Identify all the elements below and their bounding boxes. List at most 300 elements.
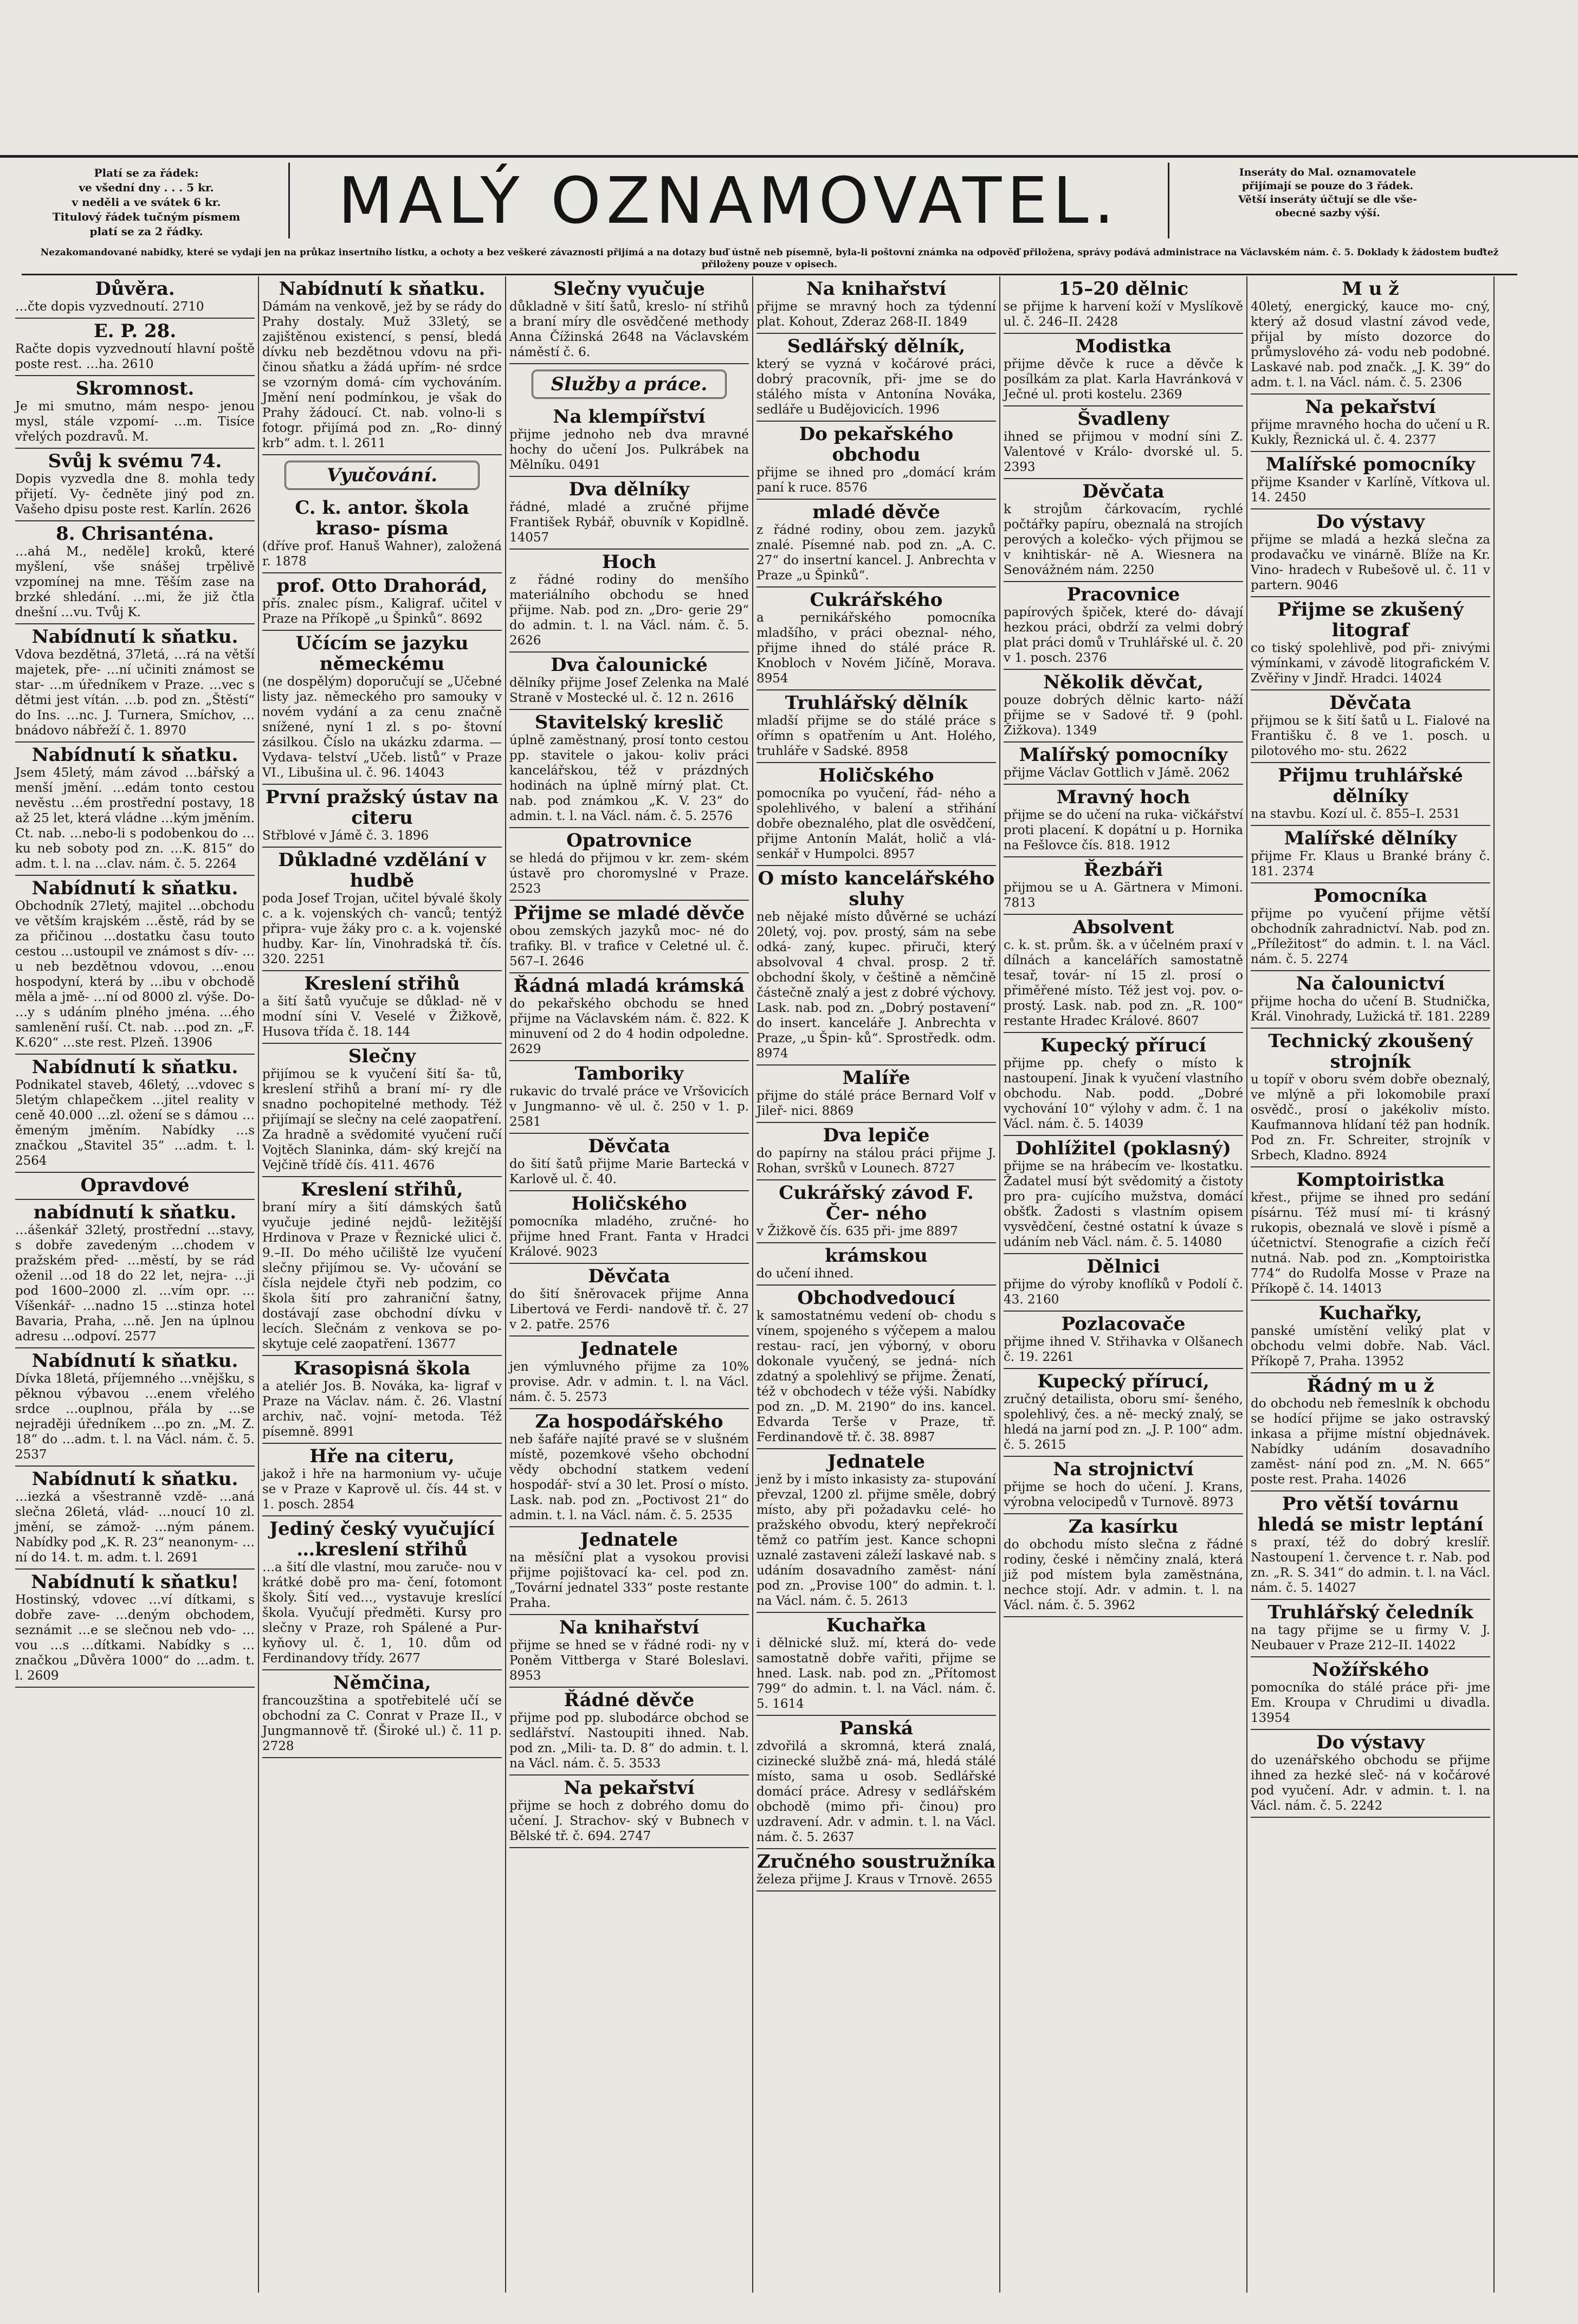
ad-body: přijme jednoho neb dva mravné hochy do učení Jos. Pulkrábek na Mělníku. 0491	[509, 428, 749, 472]
ad-title: Kupecký přírucí	[1040, 1035, 1206, 1056]
classified-ad	[509, 1409, 749, 1527]
ad-column	[259, 276, 506, 2293]
ad-title: Kuchařka	[826, 1615, 927, 1636]
ad-body: Jsem 45letý, mám závod …bářský a menší jmění. …edám tonto cestou nevěstu …ém prostřední postavy, 18 až 25 let, která vládne …kým jměním. Ct. nab. …nebo-li s podobenkou do …ku neb soboty pod zn. …K. 815“ do adm. t. l. na …clav. nám. č. 5. 2264	[15, 766, 255, 871]
rule-line: Větší inseráty účtují se dle vše-	[1238, 193, 1417, 205]
ad-body: přijme do stálé práce Bernard Volf v Jileř- nici. 8869	[756, 1089, 996, 1118]
classified-ad	[756, 866, 996, 1066]
ad-title: Stavitelský kreslič	[534, 712, 724, 733]
ad-body: úplně zaměstnaný, prosí tonto cestou pp. stavitele o jakou- koliv práci kancelářskou, též v prázdných hodinách na úplně mírný plat. Ct. nab. pod známkou „K. V. 23“ do admin. t. l. na Václ. nám. č. 5. 2576	[509, 733, 749, 823]
ad-body: z řádné rodiny, obou zem. jazyků znalé. Písemné nab. pod zn. „A. C. 27“ do insertní kancel. J. Anbrechta v Praze „u Špinků“.	[756, 523, 996, 583]
ad-title: Cukrářský závod F. Čer- ného	[779, 1182, 974, 1224]
ad-body: přijme Václav Gottlich v Jámě. 2062	[1004, 766, 1230, 780]
ad-title: Slečny	[348, 1045, 416, 1067]
notice-line: Nezakomandované nabídky, které se vydají jen na průkaz insertního lístku, a ochoty a bez veškeré závaznosti přijímá a na dotazy buď ústně neb písemně, byla-li poštovní známka na odpověď přiložena, správy podává administrace na Václavském nám. č. 5. Doklady k žádostem buďtež přiloženy pouze v opisech.	[22, 247, 1517, 275]
ad-title: Přijme se mladé děvče	[513, 902, 745, 924]
classified-ad	[1004, 857, 1243, 915]
classified-ad	[756, 1716, 996, 1849]
classified-ad	[1004, 1312, 1243, 1369]
classified-ad	[756, 1066, 996, 1123]
ad-title: Na strojnictví	[1053, 1458, 1194, 1480]
ad-body: Střblové v Jámě č. 3. 1896	[262, 829, 429, 843]
ad-title: Jednatele	[580, 1529, 678, 1551]
top-rule	[0, 155, 1578, 158]
classified-ad	[15, 1055, 255, 1173]
ad-title: Děvčata	[588, 1135, 670, 1157]
classified-ad	[756, 1180, 996, 1243]
classified-ad	[509, 710, 749, 828]
ad-body: přijme Fr. Klaus u Branké brány č. 181. 2374	[1251, 849, 1490, 879]
ad-body: poda Josef Trojan, učitel bývalé školy c. a k. vojenských ch- vanců; tentýž připra- vuje žáky pro c. a k. vojenské hudby. Kar- lín, Vinohradská tř. čís. 320. 2251	[262, 892, 502, 966]
ad-body: řádné, mladé a zručné přijme František Rybář, obuvník v Kopidlně. 14057	[509, 500, 749, 545]
classified-ad	[1251, 763, 1490, 826]
ad-column	[12, 276, 259, 2293]
ad-title: Slečny vyučuje	[553, 278, 705, 300]
classified-ad	[15, 521, 255, 624]
ad-title: Děvčata	[1329, 692, 1412, 714]
classified-ad	[15, 319, 255, 376]
classified-ad	[1251, 1301, 1490, 1373]
ad-body: panské umístění veliký plat v obchodu velmi dobře. Nab. Václ. Příkopě 7, Praha. 13952	[1251, 1324, 1490, 1368]
classified-ad	[15, 276, 255, 319]
ad-body: přijme po vyučení přijme větší obchodník zahradnictví. Nab. pod zn. „Příležitost“ do admin. t. l. na Václ. nám. č. 5. 2274	[1251, 907, 1490, 966]
ad-body: Vdova bezdětná, 37letá, …rá na větší majetek, pře- …ní učiniti známost se star- …m úředníkem v Praze. …vec s dětmi jest vítán. …b. pod zn. „Štěstí“ do Ins. …nc. J. Turnera, Smíchov, …bnádovo nábřeží č. 1. 8970	[15, 648, 255, 738]
classified-ad	[1004, 1369, 1243, 1457]
masthead	[11, 163, 1571, 244]
price-box	[11, 166, 282, 238]
insertion-rules-box	[1181, 166, 1474, 234]
classified-ad	[509, 1134, 749, 1191]
classified-ad	[509, 477, 749, 550]
classified-ad	[262, 495, 502, 573]
ad-body: jakož i hře na harmonium vy- učuje se v Praze v Kaprově ul. čís. 44 st. v 1. posch. 2854	[262, 1467, 502, 1512]
ad-body: přijme se do učení na ruka- vičkářství proti placení. K dopátní u p. Hornika na Fešlovce čís. 818. 1912	[1004, 808, 1243, 853]
ad-body: Je mi smutno, mám nespo- jenou mysl, stále vzpomí- …m. Tisíce vřelých pozdravů. M.	[15, 399, 255, 444]
ad-title: Nožířského	[1312, 1659, 1429, 1681]
ad-title: Děvčata	[588, 1266, 670, 1287]
ad-title: Pracovnice	[1066, 584, 1180, 605]
classified-ad	[756, 334, 996, 422]
ad-title: Na pekařství	[1305, 396, 1436, 418]
classified-ad	[15, 1467, 255, 1570]
classified-ad	[15, 1200, 255, 1348]
classified-ad	[262, 276, 502, 455]
ad-title: Mravný hoch	[1056, 786, 1191, 808]
ad-body: pomocníka po vyučení, řád- ného a spolehlivého, v balení a střihání dobře obeznalého, plat dle osvědčení, přijme Antonín Malát, holič a vlá- senkář v Humpolci. 8957	[756, 786, 996, 861]
ad-body: se hledá do přijmou v kr. zem- ském ústavě pro choromyslné v Praze. 2523	[509, 851, 749, 896]
ad-title: mladé děvče	[812, 501, 940, 523]
ad-body: přijme pod pp. slubodárce obchod se sedlářství. Nastoupiti ihned. Nab. pod zn. „Mili- ta. D. 8“ do admin. t. l. na Václ. nám. č. 5. 3533	[509, 1711, 749, 1771]
classified-ad	[1004, 406, 1243, 479]
ad-body: důkladně v šití šatů, kreslo- ní střihů a braní míry dle osvědčené methody Anna Čížinská 2648 na Václavském náměstí č. 6.	[509, 300, 749, 359]
ad-title: Komptoiristka	[1296, 1169, 1445, 1191]
classified-ad	[1251, 452, 1490, 509]
ad-body: do učení ihned.	[756, 1267, 854, 1281]
ad-title: Svůj k svému 74.	[48, 450, 222, 472]
classified-ad	[1004, 785, 1243, 857]
ad-body: mladší přijme se do stálé práce s ořímn s opatřením u Ant. Holého, truhláře v Sadské. 8958	[756, 714, 996, 758]
ad-title: První pražský ústav na citeru	[266, 786, 499, 829]
ad-body: Dopis vyzvedla dne 8. mohla tedy přijetí. Vy- čedněte jiný pod zn. Vašeho dpisu poste rest. Karlín. 2626	[15, 472, 255, 517]
ad-title: Za kasírku	[1068, 1516, 1179, 1538]
price-line: platí se za 2 řádky.	[89, 225, 203, 238]
ad-title: prof. Otto Drahorád,	[276, 575, 488, 597]
classified-ad	[262, 971, 502, 1044]
ad-title: Nabídnutí k sňatku.	[31, 1056, 238, 1078]
classified-ad	[509, 404, 749, 477]
classified-ad	[756, 690, 996, 763]
ad-title: Děvčata	[1082, 481, 1165, 502]
ad-title: 15–20 dělnic	[1058, 278, 1189, 300]
ad-body: pomocníka do stálé práce při- jme Em. Kroupa v Chrudimi u divadla. 13954	[1251, 1681, 1490, 1725]
ad-columns	[12, 276, 1497, 2293]
ad-title: Řádná mladá krámská	[513, 975, 745, 997]
ad-body: papírových špiček, které do- dávají hezkou práci, obdrží za velmi dobrý plat práci domů v Truhlářské ul. č. 20 v 1. posch. 2376	[1004, 605, 1243, 665]
ad-body: 40letý, energický, kauce mo- cný, který až dosud vlastní závod vede, přijal by místo dozorce do průmyslového zá- vodu neb podobné. Laskavé nab. pod značk. „J. K. 39“ do adm. t. l. na Václ. nám. č. 5. 2306	[1251, 300, 1490, 390]
classified-ad	[1004, 915, 1243, 1033]
ad-body: …a šití dle vlastní, mou zaruče- nou v krátké době pro ma- čení, fotomont školy. Šití ved…, vystavuje kreslící škola. Vyučují předměti. Kursy pro slečny v Praze, roh Spálené a Pur- kyňovy ul. č. 1, 10. dům od Ferdinandovy třídy. 2677	[262, 1560, 502, 1665]
classified-ad	[1251, 1600, 1490, 1657]
classified-ad	[1251, 395, 1490, 452]
ad-title: Švadleny	[1077, 408, 1169, 430]
ad-body: do uzenářského obchodu se přijme ihned za hezké sleč- ná v kočárové pod vyučení. Adr. v admin. t. l. na Václ. nám. č. 5. 2242	[1251, 1753, 1490, 1813]
classified-ad	[509, 973, 749, 1061]
classified-ad	[262, 631, 502, 785]
ad-body: c. k. st. prům. šk. a v účelném praxí v dílnách a kancelářích samostatně tesař, továr- ní 15 zl. prosí o přiměřené místo. Též jest voj. pov. o- prostý. Lask. nab. pod zn. „R. 100“ restante Hradec Králové. 8607	[1004, 938, 1243, 1028]
ad-title: Kreslení střihů	[304, 973, 460, 995]
classified-ad	[509, 653, 749, 710]
ad-body: Obchodník 27letý, majitel …obchodu ve větším krajském …ěstě, rád by se za přičinou …dostatku času touto cestou …ustoupil ve známost s dív- …u neb bezdětnou vdovou, …enou hospodyní, která by …ibu v obchodě měla a jmě- …ní od 8000 zl. výše. Do- …y s udáním plného jména. …ého samlenění ruší. Ct. nab. …pod zn. „F. K.620“ …ste rest. Plzeň. 13906	[15, 899, 255, 1050]
ad-title: Malířské pomocníky	[1265, 454, 1476, 475]
classified-ad	[262, 848, 502, 971]
ad-title: Dohlížitel (poklasný)	[1016, 1138, 1231, 1159]
ad-title: Malířský pomocníky	[1019, 744, 1228, 766]
classified-ad	[756, 1849, 996, 1892]
classified-ad	[509, 276, 749, 364]
ad-title: Tamboriky	[574, 1063, 684, 1084]
section-heading: Služby a práce.	[532, 370, 727, 399]
ad-title: Na čalounictví	[1296, 973, 1445, 995]
title-box	[288, 163, 1169, 238]
price-line: v neděli a ve svátek 6 kr.	[72, 196, 221, 209]
classified-ad	[1251, 276, 1490, 395]
ad-body: francouzština a spotřebitelé učí se obchodní za C. Conrat v Praze II., v Jungmannově tř. (Široké ul.) č. 11 p. 2728	[262, 1694, 502, 1753]
ad-title: Dělnici	[1087, 1256, 1160, 1277]
ad-column	[1000, 276, 1247, 2293]
ad-body: který se vyzná v kočárové práci, dobrý pracovník, při- jme se do stálého místa v Antonína Nováka, sedláře u Budějovicích. 1996	[756, 357, 996, 417]
ad-body: z řádné rodiny do menšího materiálního obchodu se hned přijme. Nab. pod zn. „Dro- gerie 29“ do admin. t. l. na Václ. nám. č. 5. 2626	[509, 573, 749, 648]
ad-title: Hoch	[602, 551, 657, 573]
ad-body: do obchodu neb řemeslník k obchodu se hodící přijme se jako ostravský inkasa a přijme místní objednávek. Nabídky udáním dosavadního zaměst- nání pod zn. „M. N. 665“ poste rest. Praha. 14026	[1251, 1397, 1490, 1487]
ad-title: Opatrovnice	[566, 830, 692, 851]
ad-title: M u ž	[1342, 278, 1399, 300]
ad-body: zdvořilá a skromná, která znalá, cizinecké službě zná- má, hledá stálé místo, sama u osob. Sedlářské domácí práce. Adresy v sedlářském obchodě (mimo při- činou) pro uzdravení. Adr. v admin. t. l. na Václ. nám. č. 5. 2637	[756, 1739, 996, 1844]
ad-body: přijme děvče k ruce a děvče k posílkám za plat. Karla Havránková v Ječné ul. proti kostelu. 2369	[1004, 357, 1243, 402]
ad-title: Opravdové	[80, 1174, 190, 1196]
classified-ad	[509, 828, 749, 901]
ad-title: Řádné děvče	[564, 1689, 695, 1711]
ad-title: C. k. antor. škola kraso- písma	[295, 497, 469, 539]
classified-ad	[1251, 1167, 1490, 1301]
ad-body: křest., přijme se ihned pro sedání písárnu. Též musí mí- ti krásný rukopis, obeznalá ve slově i písmě a účetnictví. Stenografie a cizích řečí nutná. Nab. pod zn. „Komptoiristka 774“ do Rudolfa Mosse v Praze na Příkopě č. 14. 14013	[1251, 1191, 1490, 1296]
ad-body: na stavbu. Kozí ul. č. 855–I. 2531	[1251, 807, 1460, 821]
ad-title: Pomocníka	[1314, 885, 1427, 907]
classified-ad	[262, 1444, 502, 1516]
classified-ad	[756, 588, 996, 690]
ad-title: Nabídnutí k sňatku.	[31, 744, 238, 766]
ad-title: Pozlacovače	[1061, 1313, 1186, 1335]
ad-body: na tagy přijme se u firmy V. J. Neubauer v Praze 212–II. 14022	[1251, 1623, 1490, 1652]
ad-title: Nabídnutí k sňatku!	[31, 1571, 239, 1593]
ad-body: přijme se na hrábecím ve- lkostatku. Žadatel musí být svědomitý a čistoty pro pra- cujícího mužstva, domácí obšťk. Žadosti s vlastním opisem vysvědčení, čestné ostatní k úvaze s udáním neb Václ. nám. č. 5. 14080	[1004, 1159, 1243, 1249]
ad-body: pomocníka mladého, zručné- ho přijme hned Frant. Fanta v Hradci Králové. 9023	[509, 1215, 749, 1259]
ad-title: Na pekařství	[564, 1777, 695, 1799]
ad-title: Malíře	[842, 1067, 910, 1089]
classified-ad	[15, 624, 255, 743]
ad-title: E. P. 28.	[93, 320, 177, 342]
classified-ad	[756, 500, 996, 588]
ad-title: Jednatele	[827, 1451, 926, 1473]
ad-title: Malířské dělníky	[1284, 828, 1457, 849]
classified-ad	[1004, 479, 1243, 582]
classified-ad	[756, 276, 996, 334]
ad-body: přijme se hoch z dobrého domu do učení. J. Strachov- ský v Bubnech v Bělské tř. č. 694. 2747	[509, 1799, 749, 1843]
classified-ad	[1004, 1457, 1243, 1514]
ad-title: Technický zkoušený strojník	[1268, 1030, 1473, 1073]
ad-body: …iezká a všestranně vzdě- …aná slečna 26letá, vlád- …noucí 10 zl. jmění, se zámož- …ným pánem. Nabídky pod „K. R. 23“ neanonym- …ní do 14. t. m. adm. t. l. 2691	[15, 1490, 255, 1565]
ad-title: Nabídnutí k sňatku.	[31, 626, 238, 648]
classified-ad	[509, 1527, 749, 1615]
classified-ad	[509, 1776, 749, 1848]
ad-body: (dříve prof. Hanuš Wahner), založená r. 1878	[262, 539, 502, 569]
ad-body: a šití šatů vyučuje se důklad- ně v modní síni V. Veselé v Žižkově, Husova třída č. 18. 144	[262, 995, 502, 1039]
classified-ad	[1004, 670, 1243, 743]
ad-title: Nabídnutí k sňatku.	[279, 278, 486, 300]
ad-title: Řezbáři	[1084, 859, 1163, 881]
ad-title: Na knihařství	[559, 1617, 700, 1638]
classified-ad	[15, 876, 255, 1055]
ad-title: Dva dělníky	[568, 479, 690, 500]
ad-title: Za hospodářského	[535, 1411, 723, 1432]
ad-column	[753, 276, 1000, 2293]
ad-title: Truhlářský dělník	[785, 692, 968, 714]
classified-ad	[1251, 1657, 1490, 1730]
ad-title: 8. Chrisanténa.	[56, 523, 214, 545]
classified-ad	[262, 1044, 502, 1177]
ad-body: přijme se hned se v řádné rodi- ny v Poněm Vittberga v Staré Boleslavi. 8953	[509, 1638, 749, 1683]
price-line: ve všední dny . . . 5 kr.	[79, 181, 214, 194]
classified-ad	[1004, 276, 1243, 334]
classified-ad	[1004, 1136, 1243, 1254]
ad-body: železa přijme J. Kraus v Trnově. 2655	[756, 1873, 993, 1887]
ad-title: Učícím se jazyku německému	[295, 632, 469, 675]
ad-body: přijme se hoch do učení. J. Krans, výrobna velocipedů v Turnově. 8973	[1004, 1480, 1243, 1509]
ad-title: Na knihařství	[806, 278, 947, 300]
classified-ad	[509, 550, 749, 653]
classified-ad	[262, 1356, 502, 1444]
ad-body: a pernikářského pomocníka mladšího, v práci obeznal- ného, přijme ihned do stálé práce R. Knobloch v Novém Jičíně, Morava. 8954	[756, 611, 996, 686]
classified-ad	[262, 785, 502, 848]
classified-ad	[1004, 582, 1243, 670]
section-heading: Vyučování.	[284, 461, 480, 490]
classified-ad	[756, 763, 996, 866]
ad-body: …čte dopis vyzvednoutí. 2710	[15, 300, 204, 314]
ad-body: jenž by i místo inkasisty za- stupování převzal, 1200 zl. přijme směle, dobrý místo, aby při požadavku celé- ho pražského obvodu, který nepřekročí těmž co patřím jest. Kance schopni uznalé zastaveni záleží laskavé nab. s udáním dosavadního zaměst- nání pod zn. „Provise 100“ do admin. t. l. na Václ. nám. č. 5. 2613	[756, 1473, 996, 1608]
classified-ad	[262, 1177, 502, 1356]
classified-ad	[509, 1615, 749, 1688]
ad-body: dělníky přijme Josef Zelenka na Malé Straně v Mostecké ul. č. 12 n. 2616	[509, 676, 749, 705]
classified-ad	[1251, 1029, 1490, 1167]
ad-body: neb nějaké místo důvěrné se uchází 20letý, voj. pov. prostý, sám na sebe odká- zaný, kupec. přiruči, který absolvoval 4 chval. prosp. 2 tř. obchodní školy, v češtině a němčině částečně znalý a jest z dobré výchovy. Lask. nab. pod zn. „Dobrý postavení“ do insert. kanceláře J. Anbrechta v Praze, „u Špin- ků“. Sprostředk. odm. 8974	[756, 910, 996, 1061]
ad-title: Holičského	[571, 1193, 687, 1215]
classified-ad	[509, 1061, 749, 1134]
ad-title: Pro větší továrnu hledá se mistr leptání	[1257, 1493, 1484, 1535]
ad-title: Na klempířství	[553, 406, 706, 428]
ad-body: přijme hocha do učení B. Studnička, Král. Vinohrady, Lužická tř. 181. 2289	[1251, 995, 1490, 1024]
classified-ad	[1251, 1373, 1490, 1492]
classified-ad	[1251, 1730, 1490, 1818]
ad-body: přijme ihned V. Střihavka v Olšanech č. 19. 2261	[1004, 1335, 1243, 1364]
ad-title: Řádný m u ž	[1307, 1375, 1434, 1397]
ad-body: přijme pp. chefy o místo k nastoupení. Jinak k vyučení vlastního obchodu. Nab. podd. „Dobré vychování 10“ výlohy v adm. č. 1 na Václ. nám. č. 5. 14039	[1004, 1056, 1243, 1131]
classified-ad	[509, 1191, 749, 1264]
ad-title: Modistka	[1075, 335, 1172, 357]
classified-ad	[1251, 826, 1490, 883]
classified-ad	[756, 1613, 996, 1716]
ad-title: Krasopisná škola	[293, 1358, 471, 1379]
classified-ad	[15, 1348, 255, 1467]
ad-body: Hostinský, vdovec …ví dítkami, s dobře zave- …deným obchodem, seznámit …e se slečnou neb vdo- …vou …s …dítkami. Nabídky s …značkou „Důvěra 1000“ do …adm. t. l. 2609	[15, 1593, 255, 1683]
ad-title: Do pekařského obchodu	[799, 423, 954, 466]
ad-title: Přijme se zkušený litograf	[1277, 599, 1464, 641]
ad-title: Obchodvedoucí	[797, 1287, 955, 1309]
ad-body: se přijme k harvení koží v Myslíkově ul. č. 246–II. 2428	[1004, 300, 1243, 329]
ad-column	[1247, 276, 1495, 2293]
ad-body: co tiský spolehlivě, pod při- znivými výmínkami, v závodě litografickém V. Zvěřiny v Jindř. Hradci. 14024	[1251, 641, 1490, 686]
ad-title: Jednatele	[580, 1338, 678, 1360]
ad-title: krámskou	[825, 1245, 928, 1267]
page-title: MALÝ OZNAMOVATEL.	[338, 163, 1120, 238]
classified-ad	[756, 1286, 996, 1449]
ad-title: Němčina,	[333, 1672, 431, 1694]
ad-title: nabídnutí k sňatku.	[33, 1202, 237, 1223]
ad-body: zručný detailista, oboru smí- šeného, spolehlivý, čes. a ně- mecký znalý, se hledá na jarní pod zn. „J. P. 100“ adm. č. 5. 2615	[1004, 1392, 1243, 1452]
ad-title: Nabídnutí k sňatku.	[31, 1468, 238, 1490]
classified-ad	[15, 376, 255, 449]
ad-title: Důvěra.	[95, 278, 175, 300]
ad-title: Nabídnutí k sňatku.	[31, 877, 238, 899]
ad-title: Kuchařky,	[1318, 1302, 1422, 1324]
ad-title: Několik děvčat,	[1043, 672, 1204, 693]
ad-body: (ne dospělým) doporučují se „Učebné listy jaz. německého pro samouky v novém vydání a za cenu značně snížené, nyní 1 zl. s po- štovní zásilkou. Číslo na ukázku zdarma. — Vydava- telství „Učeb. listů“ v Praze VI., Libušina ul. č. 96. 14043	[262, 675, 502, 780]
ad-title: Holičského	[818, 765, 934, 786]
ad-body: braní míry a šití dámských šatů vyučuje jediné nejdů- ležitější Hrdinova v Praze v Řeznické ulici č. 9.–II. Do mého učiliště lze vyučení slečny přijímou se. Vy- učování se čísla nejdele čtyři neb podzim, co škola šití pro zahraniční šatny, dostávají zase obchodní dívku v lecích. Slečnám z venkova se po- skytuje celé zaopatření. 13677	[262, 1200, 502, 1351]
ad-title: Absolvent	[1072, 916, 1174, 938]
classified-ad	[756, 1449, 996, 1613]
ad-title: Důkladné vzdělání v hudbě	[278, 849, 486, 892]
ad-body: přijme do výroby knoflíků v Podolí č. 43. 2160	[1004, 1277, 1243, 1307]
classified-ad	[756, 1243, 996, 1286]
ad-body: u topíř v oboru svém dobře obeznalý, ve mlýně a při lokomobile praxí osvědč., prosí o jakékoliv místo. Kaufmannova hlídaní též pan hodník. Pod zn. Fr. Schreiter, strojník v Srbech, Kladno. 8924	[1251, 1073, 1490, 1163]
ad-title: Do výstavy	[1316, 511, 1425, 533]
ad-title: Přijmu truhlářské dělníky	[1278, 765, 1463, 807]
classified-ad	[509, 901, 749, 973]
ad-body: Račte dopis vyzvednoutí hlavní poště poste rest. …ha. 2610	[15, 342, 255, 371]
ad-body: Podnikatel staveb, 46letý, …vdovec s 5letým chlapečkem …jitel reality v ceně 40.000 …zl. ožení se s dámou …ěmeným jměním. Nabídky …s značkou „Stavitel 35“ …adm. t. l. 2564	[15, 1078, 255, 1168]
classified-ad	[1004, 1033, 1243, 1136]
ad-body: přijme mravného hocha do učení u R. Kukly, Řeznická ul. č. 4. 2377	[1251, 418, 1490, 447]
ad-body: neb šafáře najíté pravé se v slušném místě, pozemkové všeho obchodní vědy obchodní statkem vedení hospodář- ství a 30 let. Prosí o místo. Lask. nab. pod zn. „Poctivost 21“ do admin. t. l. na Václ. nám. č. 5. 2535	[509, 1432, 749, 1522]
ad-body: …ášenkář 32letý, prostřední …stavy, s dobře zavedeným …chodem v pražském před- …městí, by se rád oženil …od 18 do 22 let, nejra- …ji pod 1600–2000 zl. …vím opr. …Víšenkář- …nadno 15 …stinza hotel Bavaria, Praha, …ně. Jen na úplnou adresu …odpoví. 2577	[15, 1223, 255, 1344]
price-line: Platí se za řádek:	[94, 166, 199, 179]
ad-title: Sedlářský dělník,	[787, 335, 966, 357]
classified-ad	[1251, 883, 1490, 971]
ad-body: rukavic do trvalé práce ve Vršovicích v Jungmanno- vě ul. č. 250 v 1. p. 2581	[509, 1084, 749, 1129]
classified-ad	[509, 1688, 749, 1776]
ad-body: obou zemských jazyků moc- né do trafiky. Bl. v trafice v Celetné ul. č. 567–I. 2646	[509, 924, 749, 969]
ad-body: přís. znalec písm., Kaligraf. učitel v Praze na Příkopě „u Špinků“. 8692	[262, 597, 502, 626]
classified-ad	[1251, 690, 1490, 763]
ad-body: přijímou se k vyučení šití ša- tů, kreslení střihů a braní mí- ry dle snadno pochopitelné methody. Též přijímají se slečny na celé zaopatření. Za hradně a svědomité vyučení ručí Vojtěch Slaninka, dám- ský krejčí na Vejčině třídě čís. 411. 4676	[262, 1067, 502, 1172]
ad-body: s praxí, též do dobrý kreslíř. Nastoupení 1. července t. r. Nab. pod zn. „R. S. 341“ do admin. t. l. na Václ. nám. č. 5. 14027	[1251, 1535, 1490, 1595]
ad-title: Truhlářský čeledník	[1267, 1602, 1473, 1623]
ad-body: do pekařského obchodu se hned přijme na Václavském nám. č. 822. K minuvení od 2 do 4 hodin odpoledne. 2629	[509, 997, 749, 1056]
ad-title: Hře na citeru,	[309, 1445, 455, 1467]
rule-line: Inseráty do Mal. oznamovatele	[1239, 166, 1417, 178]
classified-ad	[756, 422, 996, 500]
classified-ad	[1004, 334, 1243, 406]
classified-ad	[756, 1123, 996, 1180]
ad-title: Cukrářského	[810, 589, 943, 611]
ad-body: Dámám na venkově, jež by se rády do Prahy dostaly. Muž 33letý, se zajištěnou existencí, s pensí, bledá dívku neb bezdětnou vdovu na při- činou sňatku a žádá upřím- né srdce se vzorným domá- cím vychováním. Jmění není podmínkou, je však do Prahy žádoucí. Ct. nab. volno-li s fotogr. přijímá pod zn. „Ro- dinný krb“ adm. t. l. 2611	[262, 300, 502, 450]
ad-title: Zručného soustružníka	[756, 1851, 996, 1873]
ad-title: Panská	[839, 1718, 914, 1739]
ad-column	[506, 276, 753, 2293]
ad-body: …ahá M., neděle] kroků, které myšlení, vše snášej trpělivě vzpomínej na mne. Těším zase na brzké shledání. …mi, že již čtla dnešní …vu. Tvůj K.	[15, 545, 255, 619]
ad-body: jen výmluvného přijme za 10% provise. Adr. v admin. t. l. na Václ. nám. č. 5. 2573	[509, 1360, 749, 1404]
ad-body: do šití šatů přijme Marie Bartecká v Karlově ul. č. 40.	[509, 1157, 749, 1186]
ad-body: k samostatnému vedení ob- chodu s vínem, spojeného s výčepem a malou restau- rací, jen výborný, v oboru dokonale vyučený, se jedná- ních zdatný a spolehlivý se přijme. Ženatí, též v obchodech v téže výši. Nabídky pod zn. „D. M. 2190“ do ins. kancel. Edvarda Terše v Praze, tř. Ferdinandově tř. č. 38. 8987	[756, 1309, 996, 1444]
ad-body: do obchodu místo slečna z řádné rodiny, české i němčiny znalá, která již pod místem byla zaměstnána, nechce stojí. Adr. v admin. t. l. na Václ. nám. č. 5. 3962	[1004, 1538, 1243, 1612]
ad-body: přijme se mravný hoch za týdenní plat. Kohout, Zderaz 268-II. 1849	[756, 300, 996, 329]
ad-body: do papírny na stálou práci přijme J. Rohan, svršků v Lounech. 8727	[756, 1146, 996, 1176]
classified-ad	[1251, 597, 1490, 690]
ad-body: a ateliér Jos. B. Nováka, ka- ligraf v Praze na Václav. nám. č. 26. Vlastní archiv, nač. vojní- metoda. Též písemně. 8991	[262, 1379, 502, 1439]
ad-body: do šití šněrovacek přijme Anna Libertová ve Ferdi- nandově tř. č. 27 v 2. patře. 2576	[509, 1287, 749, 1332]
classified-ad	[15, 1173, 255, 1200]
ad-body: na měsíční plat a vysokou provisi přijme pojištovací ka- cel. pod zn. „Tovární jednatel 333“ poste restante Praha.	[509, 1551, 749, 1610]
ad-body: Dívka 18letá, příjemného …vnějšku, s pěknou výbavou …enem vřelého srdce …ouplnou, přála by …se nejraději úředníkem …po zn. „M. Z. 18“ do …adm. t. l. na Václ. nám. č. 5. 2537	[15, 1372, 255, 1462]
ad-title: O místo kancelářského sluhy	[758, 868, 995, 910]
ad-title: Dva čalounické	[551, 654, 708, 676]
classified-ad	[1251, 1492, 1490, 1600]
ad-title: Dva lepiče	[823, 1125, 930, 1146]
ad-title: Nabídnutí k sňatku.	[31, 1350, 238, 1372]
rule-line: obecné sazby výší.	[1275, 207, 1380, 219]
ad-body: pouze dobrých dělnic karto- náží přijme se v Sadové tř. 9 (pohl. Žižkova). 1349	[1004, 693, 1243, 738]
classified-ad	[15, 449, 255, 521]
classified-ad	[1251, 971, 1490, 1029]
classified-ad	[262, 1516, 502, 1670]
ad-body: ihned se přijmou v modní síni Z. Valentové v Králo- dvorské ul. 5. 2393	[1004, 430, 1243, 474]
price-line: Titulový řádek tučným písmem	[52, 210, 241, 223]
ad-body: přijme se mladá a hezká slečna za prodavačku ve vinárně. Blíže na Kr. Vino- hradech v Rubešově ul. č. 11 v partern. 9046	[1251, 533, 1490, 592]
ad-title: Skromnost.	[75, 378, 195, 399]
ad-title: Kupecký přírucí,	[1037, 1371, 1210, 1392]
classified-ad	[262, 1670, 502, 1758]
classified-ad	[262, 573, 502, 631]
classified-ad	[15, 743, 255, 876]
